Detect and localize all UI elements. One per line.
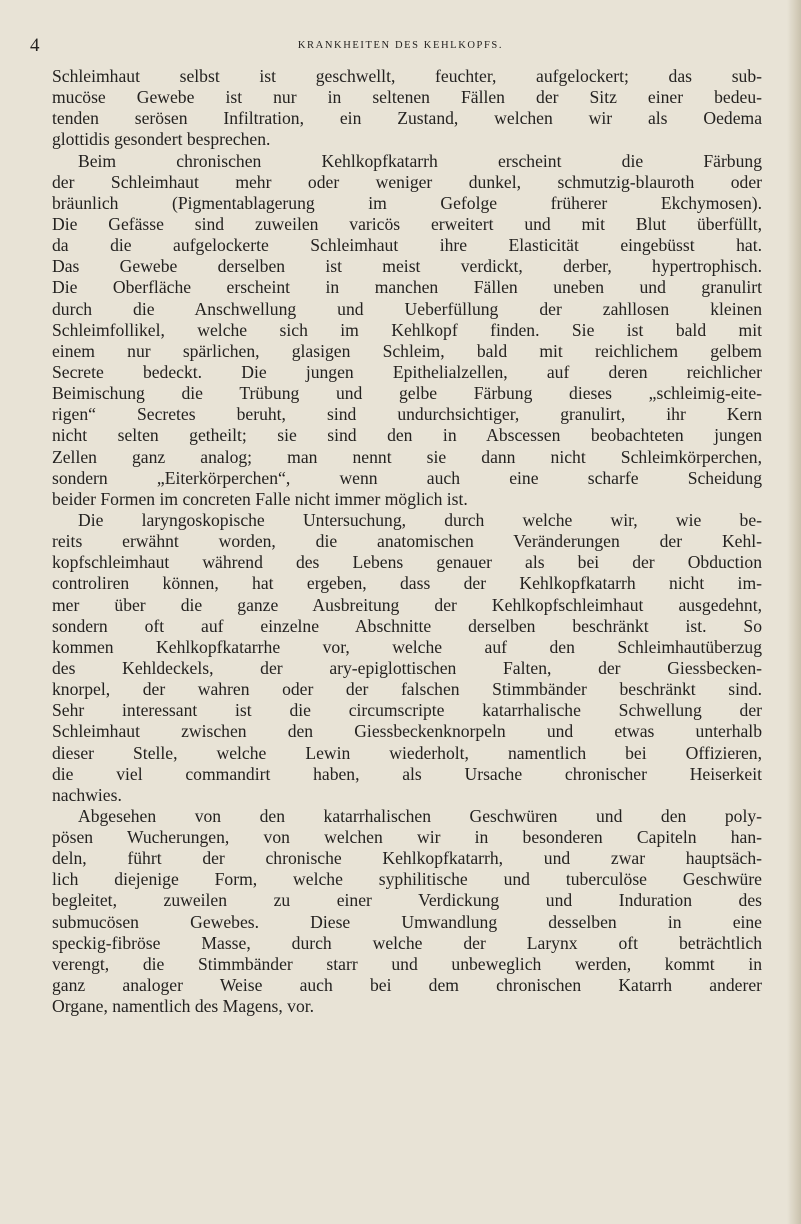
text-line: sondern „Eiterkörperchen“, wenn auch eine scharfe Scheidung bbox=[52, 467, 762, 488]
text-line: Secrete bedeckt. Die jungen Epithelialzellen, auf deren reichlicher bbox=[52, 361, 762, 382]
text-line: nachwies. bbox=[52, 784, 122, 805]
page-edge-shadow bbox=[787, 0, 801, 1224]
text-line: Schleimhaut selbst ist geschwellt, feuchter, aufgelockert; das sub- bbox=[52, 66, 762, 86]
text-line: Beim chronischen Kehlkopfkatarrh erscheint die Färbung bbox=[78, 150, 762, 171]
text-line: reits erwähnt worden, die anatomischen Veränderungen der Kehl- bbox=[52, 531, 762, 552]
text-line: mer über die ganze Ausbreitung der Kehlkopfschleimhaut ausgedehnt, bbox=[52, 594, 762, 615]
text-line: mucöse Gewebe ist nur in seltenen Fällen der Sitz einer bedeu- bbox=[52, 87, 762, 108]
text-line: Beimischung die Trübung und gelbe Färbung dieses „schleimig-eite- bbox=[52, 383, 762, 404]
text-line: durch die Anschwellung und Ueberfüllung der zahllosen kleinen bbox=[52, 298, 762, 319]
text-line: Die Gefässe sind zuweilen varicös erweitert und mit Blut überfüllt, bbox=[52, 213, 762, 234]
text-line: lich diejenige Form, welche syphilitische und tuberculöse Geschwüre bbox=[52, 869, 762, 890]
text-line: Die laryngoskopische Untersuchung, durch welche wir, wie be- bbox=[78, 509, 762, 530]
text-line: begleitet, zuweilen zu einer Verdickung und Induration des bbox=[52, 890, 762, 911]
text-line: verengt, die Stimmbänder starr und unbeweglich werden, kommt in bbox=[52, 953, 762, 974]
text-line: Abgesehen von den katarrhalischen Geschwüren und den poly- bbox=[78, 805, 762, 826]
text-line: submucösen Gewebes. Diese Umwandlung desselben in eine bbox=[52, 911, 762, 932]
text-line: da die aufgelockerte Schleimhaut ihre Elasticität eingebüsst hat. bbox=[52, 235, 762, 256]
text-line: deln, führt der chronische Kehlkopfkatarrh, und zwar hauptsäch- bbox=[52, 848, 762, 869]
text-line: nicht selten getheilt; sie sind den in Abscessen beobachteten jungen bbox=[52, 425, 762, 446]
text-line: sondern oft auf einzelne Abschnitte derselben beschränkt ist. So bbox=[52, 615, 762, 636]
text-line: Schleimhaut zwischen den Giessbeckenknorpeln und etwas unterhalb bbox=[52, 721, 762, 742]
text-line: pösen Wucherungen, von welchen wir in besonderen Capiteln han- bbox=[52, 827, 762, 848]
text-line: die viel commandirt haben, als Ursache chronischer Heiserkeit bbox=[52, 763, 762, 784]
text-line: des Kehldeckels, der ary-epiglottischen Falten, der Giessbecken- bbox=[52, 657, 762, 678]
text-line: Die Oberfläche erscheint in manchen Fällen uneben und granulirt bbox=[52, 277, 762, 298]
text-line: Das Gewebe derselben ist meist verdickt, derber, hypertrophisch. bbox=[52, 256, 762, 277]
running-head: KRANKHEITEN DES KEHLKOPFS. bbox=[297, 40, 504, 51]
text-line: beider Formen im concreten Falle nicht immer möglich ist. bbox=[52, 488, 468, 509]
text-line: Organe, namentlich des Magens, vor. bbox=[52, 996, 315, 1017]
text-line: dieser Stelle, welche Lewin wiederholt, namentlich bei Offizieren, bbox=[52, 742, 762, 763]
text-line: Schleimfollikel, welche sich im Kehlkopf finden. Sie ist bald mit bbox=[52, 319, 762, 340]
text-line: glottidis gesondert besprechen. bbox=[52, 129, 271, 150]
page-number: 4 bbox=[30, 35, 40, 56]
text-line: rigen“ Secretes beruht, sind undurchsichtiger, granulirt, ihr Kern bbox=[52, 404, 762, 425]
text-line: Zellen ganz analog; man nennt sie dann nicht Schleimkörperchen, bbox=[52, 446, 762, 467]
text-line: knorpel, der wahren oder der falschen Stimmbänder beschränkt sind. bbox=[52, 679, 762, 700]
text-line: einem nur spärlichen, glasigen Schleim, bald mit reichlichem gelbem bbox=[52, 340, 762, 361]
text-line: speckig-fibröse Masse, durch welche der Larynx oft beträchtlich bbox=[52, 932, 762, 953]
text-line: tenden serösen Infiltration, ein Zustand, welchen wir als Oedema bbox=[52, 108, 762, 129]
text-line: Sehr interessant ist die circumscripte katarrhalische Schwellung der bbox=[52, 700, 762, 721]
text-line: der Schleimhaut mehr oder weniger dunkel, schmutzig-blauroth oder bbox=[52, 171, 762, 192]
body-text bbox=[52, 66, 762, 1017]
text-line: ganz analoger Weise auch bei dem chronischen Katarrh anderer bbox=[52, 975, 762, 996]
text-line: kopfschleimhaut während des Lebens genauer als bei der Obduction bbox=[52, 552, 762, 573]
text-line: kommen Kehlkopfkatarrhe vor, welche auf den Schleimhautüberzug bbox=[52, 636, 762, 657]
text-line: controliren können, hat ergeben, dass der Kehlkopfkatarrh nicht im- bbox=[52, 573, 762, 594]
text-line: bräunlich (Pigmentablagerung im Gefolge früherer Ekchymosen). bbox=[52, 192, 762, 213]
page-header bbox=[0, 34, 801, 58]
